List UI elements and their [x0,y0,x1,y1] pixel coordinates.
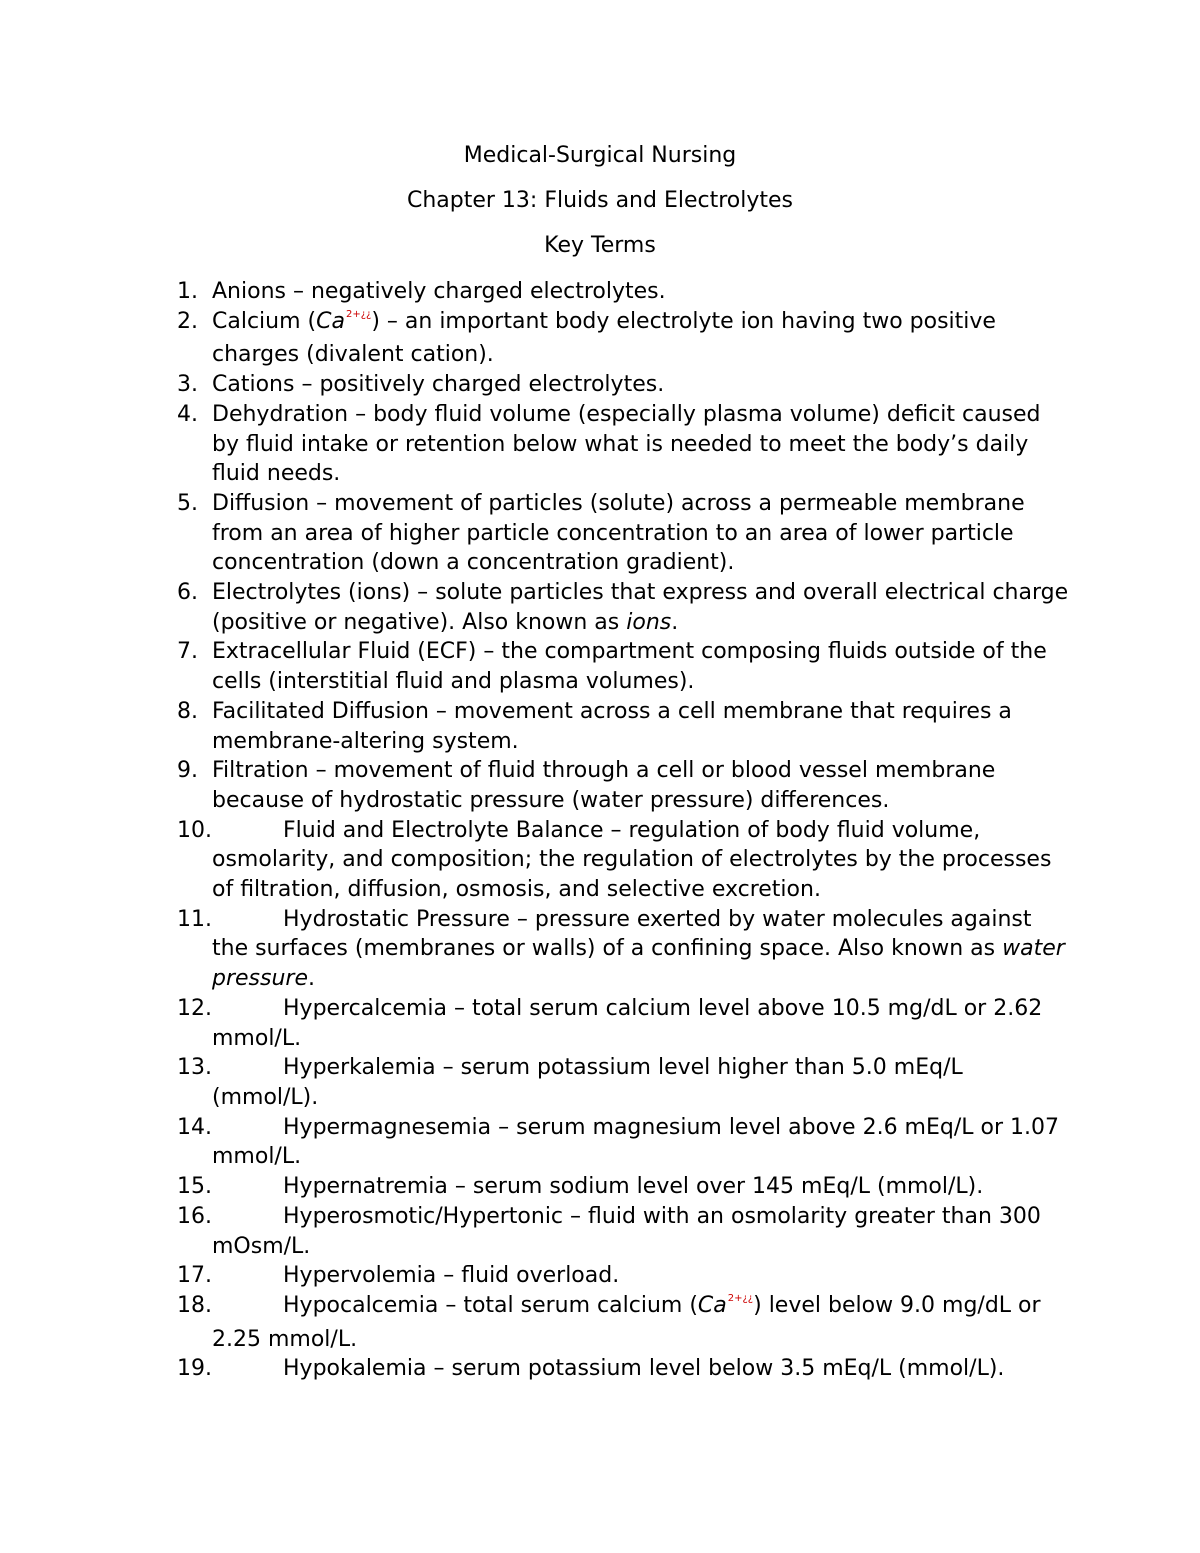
list-item: 13. Hyperkalemia – serum potassium level higher than 5.0 mEq/L (mmol/L). [177,1055,963,1110]
term-title: Calcium [212,308,301,334]
item-number: 1. [177,279,198,304]
term-title: Hyperosmotic/Hypertonic [283,1203,564,1229]
item-number: 12. [177,995,212,1021]
term-definition: pressure exerted by water molecules against the surfaces (membranes or walls) of a confining space. Also known as [212,906,1032,962]
term-title: Hypermagnesemia [283,1114,492,1140]
term-definition: serum sodium level over 145 mEq/L (mmol/L). [472,1174,984,1200]
chem-symbol: Ca [697,1292,727,1318]
list-item: 3. Cations – positively charged electrolytes. [0,370,1200,400]
list-item: 8. Facilitated Diffusion – movement across a cell membrane that requires a membrane-altering system. [177,698,1012,754]
term-definition: an important body electrolyte ion having two positive charges (divalent cation). [212,308,996,368]
term-title: Filtration [212,758,309,784]
term-title: Hydrostatic Pressure [283,906,510,932]
item-number: 10. [177,817,212,843]
list-item: 12. Hypercalcemia – total serum calcium level above 10.5 mg/dL or 2.62 mmol/L. [177,995,1043,1051]
section-title: Key Terms [544,233,656,258]
item-number: 6. [177,580,198,606]
item-number: 15. [177,1174,212,1200]
list-item: 6. Electrolytes (ions) – solute particles that express and overall electrical charge (positive or negative). Also known as ions. [177,580,1069,635]
term-title: Hypokalemia [283,1356,427,1382]
list-item: 18. Hypocalcemia – total serum calcium $(Ca^{2+¿¿})$ level below 9.0 mg/dL or 2.25 mmol/L. [177,1292,1041,1352]
term-title: Hypernatremia [283,1174,448,1200]
list-item: 2. Calcium $(Ca^{2+¿¿})$ – an important body electrolyte ion having two positive charges (divalent cation). [177,308,996,368]
term-definition: fluid with an osmolarity greater than 300 mOsm/L. [212,1203,1041,1259]
item-number: 9. [177,758,198,784]
item-number: 14. [177,1114,212,1140]
term-title: Hypocalcemia [283,1292,439,1318]
term-definition: body fluid volume (especially plasma volume) deficit caused by fluid intake or retention below what is needed to meet the body’s daily fluid needs. [212,401,1041,487]
term-emphasis: ions [626,609,672,635]
term-emphasis: water pressure [212,936,1065,992]
list-item: 7. Extracellular Fluid (ECF) – the compartment composing fluids outside of the cells (interstitial fluid and plasma volumes). [177,639,1047,695]
item-number: 16. [177,1203,212,1229]
term-title: Facilitated Diffusion [212,698,429,724]
term-definition: the compartment composing fluids outside of the cells (interstitial fluid and plasma volumes). [212,639,1047,695]
list-item: 4. Dehydration – body fluid volume (especially plasma volume) deficit caused by fluid intake or retention below what is needed to meet the body’s daily fluid needs. [177,401,1041,487]
term-definition: fluid overload. [461,1263,620,1289]
term-definition: serum magnesium level above 2.6 mEq/L or 1.07 mmol/L. [212,1114,1059,1170]
item-number: 4. [177,401,198,427]
term-definition-end: . [671,609,679,635]
term-definition: negatively charged electrolytes. [310,279,666,304]
item-number: 17. [177,1263,212,1289]
chemical-formula [698,1293,753,1318]
term-title: Hypervolemia [283,1263,437,1289]
chemical-formula [316,309,371,334]
term-definition: solute particles that express and overall electrical charge (positive or negative). Also known as [212,580,1069,635]
item-number: 18. [177,1292,212,1318]
item-number: 19. [177,1356,212,1382]
list-item: 14. Hypermagnesemia – serum magnesium level above 2.6 mEq/L or 1.07 mmol/L. [177,1114,1059,1170]
term-definition: total serum calcium level above 10.5 mg/dL or 2.62 mmol/L. [212,995,1043,1051]
term-definition: movement of fluid through a cell or blood vessel membrane because of hydrostatic pressure (water pressure) differences. [212,758,996,813]
list-item: 5. Diffusion – movement of particles (solute) across a permeable membrane from an area of higher particle concentration to an area of lower particle concentration (down a concentration gradient). [177,490,1025,576]
list-item: 11. Hydrostatic Pressure – pressure exerted by water molecules against the surfaces (membranes or walls) of a confining space. Also known as water pressure. [177,906,1065,992]
item-number: 5. [177,490,198,516]
term-title: Electrolytes (ions) [212,580,411,606]
chem-charge: 2+¿¿ [345,308,372,320]
term-definition: movement across a cell membrane that requires a membrane-altering system. [212,698,1012,754]
item-number: 3. [177,372,198,398]
list-item: 9. Filtration – movement of fluid through a cell or blood vessel membrane because of hydrostatic pressure (water pressure) differences. [177,758,996,813]
term-definition: serum potassium level higher than 5.0 mEq/L (mmol/L). [212,1055,963,1110]
term-definition: level below 9.0 mg/dL or 2.25 mmol/L. [212,1292,1041,1352]
term-title: Extracellular Fluid (ECF) [212,639,477,665]
item-number: 2. [177,308,198,334]
term-title: Dehydration [212,401,349,427]
chapter-title: Chapter 13: Fluids and Electrolytes [406,188,794,213]
term-title: Hyperkalemia [283,1055,436,1081]
key-terms-list [0,277,1200,1384]
term-title: Anions [212,279,286,304]
item-number: 7. [177,639,198,665]
term-definition: movement of particles (solute) across a permeable membrane from an area of higher particle concentration to an area of lower particle concentration (down a concentration gradient). [212,490,1025,576]
term-title: Diffusion [212,490,310,516]
term-definition-pre: total serum calcium [463,1292,683,1318]
chem-charge: 2+¿¿ [727,1292,754,1304]
list-item: 1. Anions – negatively charged electrolytes. [0,277,1200,307]
item-number: 13. [177,1055,212,1081]
term-definition: positively charged electrolytes. [319,372,665,398]
course-title: Medical-Surgical Nursing [463,143,737,168]
term-title: Hypercalcemia [283,995,447,1021]
list-item: 16. Hyperosmotic/Hypertonic – fluid with an osmolarity greater than 300 mOsm/L. [177,1203,1041,1259]
item-number: 8. [177,698,198,724]
chem-symbol: Ca [316,308,345,334]
list-item: 10. Fluid and Electrolyte Balance – regulation of body fluid volume, osmolarity, and composition; the regulation of electrolytes by the processes of filtration, diffusion, osmosis, and selective excretion. [177,817,1052,903]
term-definition-end: . [308,966,315,992]
list-item: 17. Hypervolemia – fluid overload. [0,1261,1200,1291]
list-item: 15. Hypernatremia – serum sodium level over 145 mEq/L (mmol/L). [0,1172,1200,1202]
item-number: 11. [177,906,212,932]
list-item: 19. Hypokalemia – serum potassium level below 3.5 mEq/L (mmol/L). [0,1354,1200,1384]
term-title: Fluid and Electrolyte Balance [283,817,604,843]
term-definition: regulation of body fluid volume, osmolarity, and composition; the regulation of electrolytes by the processes of filtration, diffusion, osmosis, and selective excretion. [212,817,1052,903]
term-definition: serum potassium level below 3.5 mEq/L (mmol/L). [451,1356,1005,1382]
term-title: Cations [212,372,295,398]
